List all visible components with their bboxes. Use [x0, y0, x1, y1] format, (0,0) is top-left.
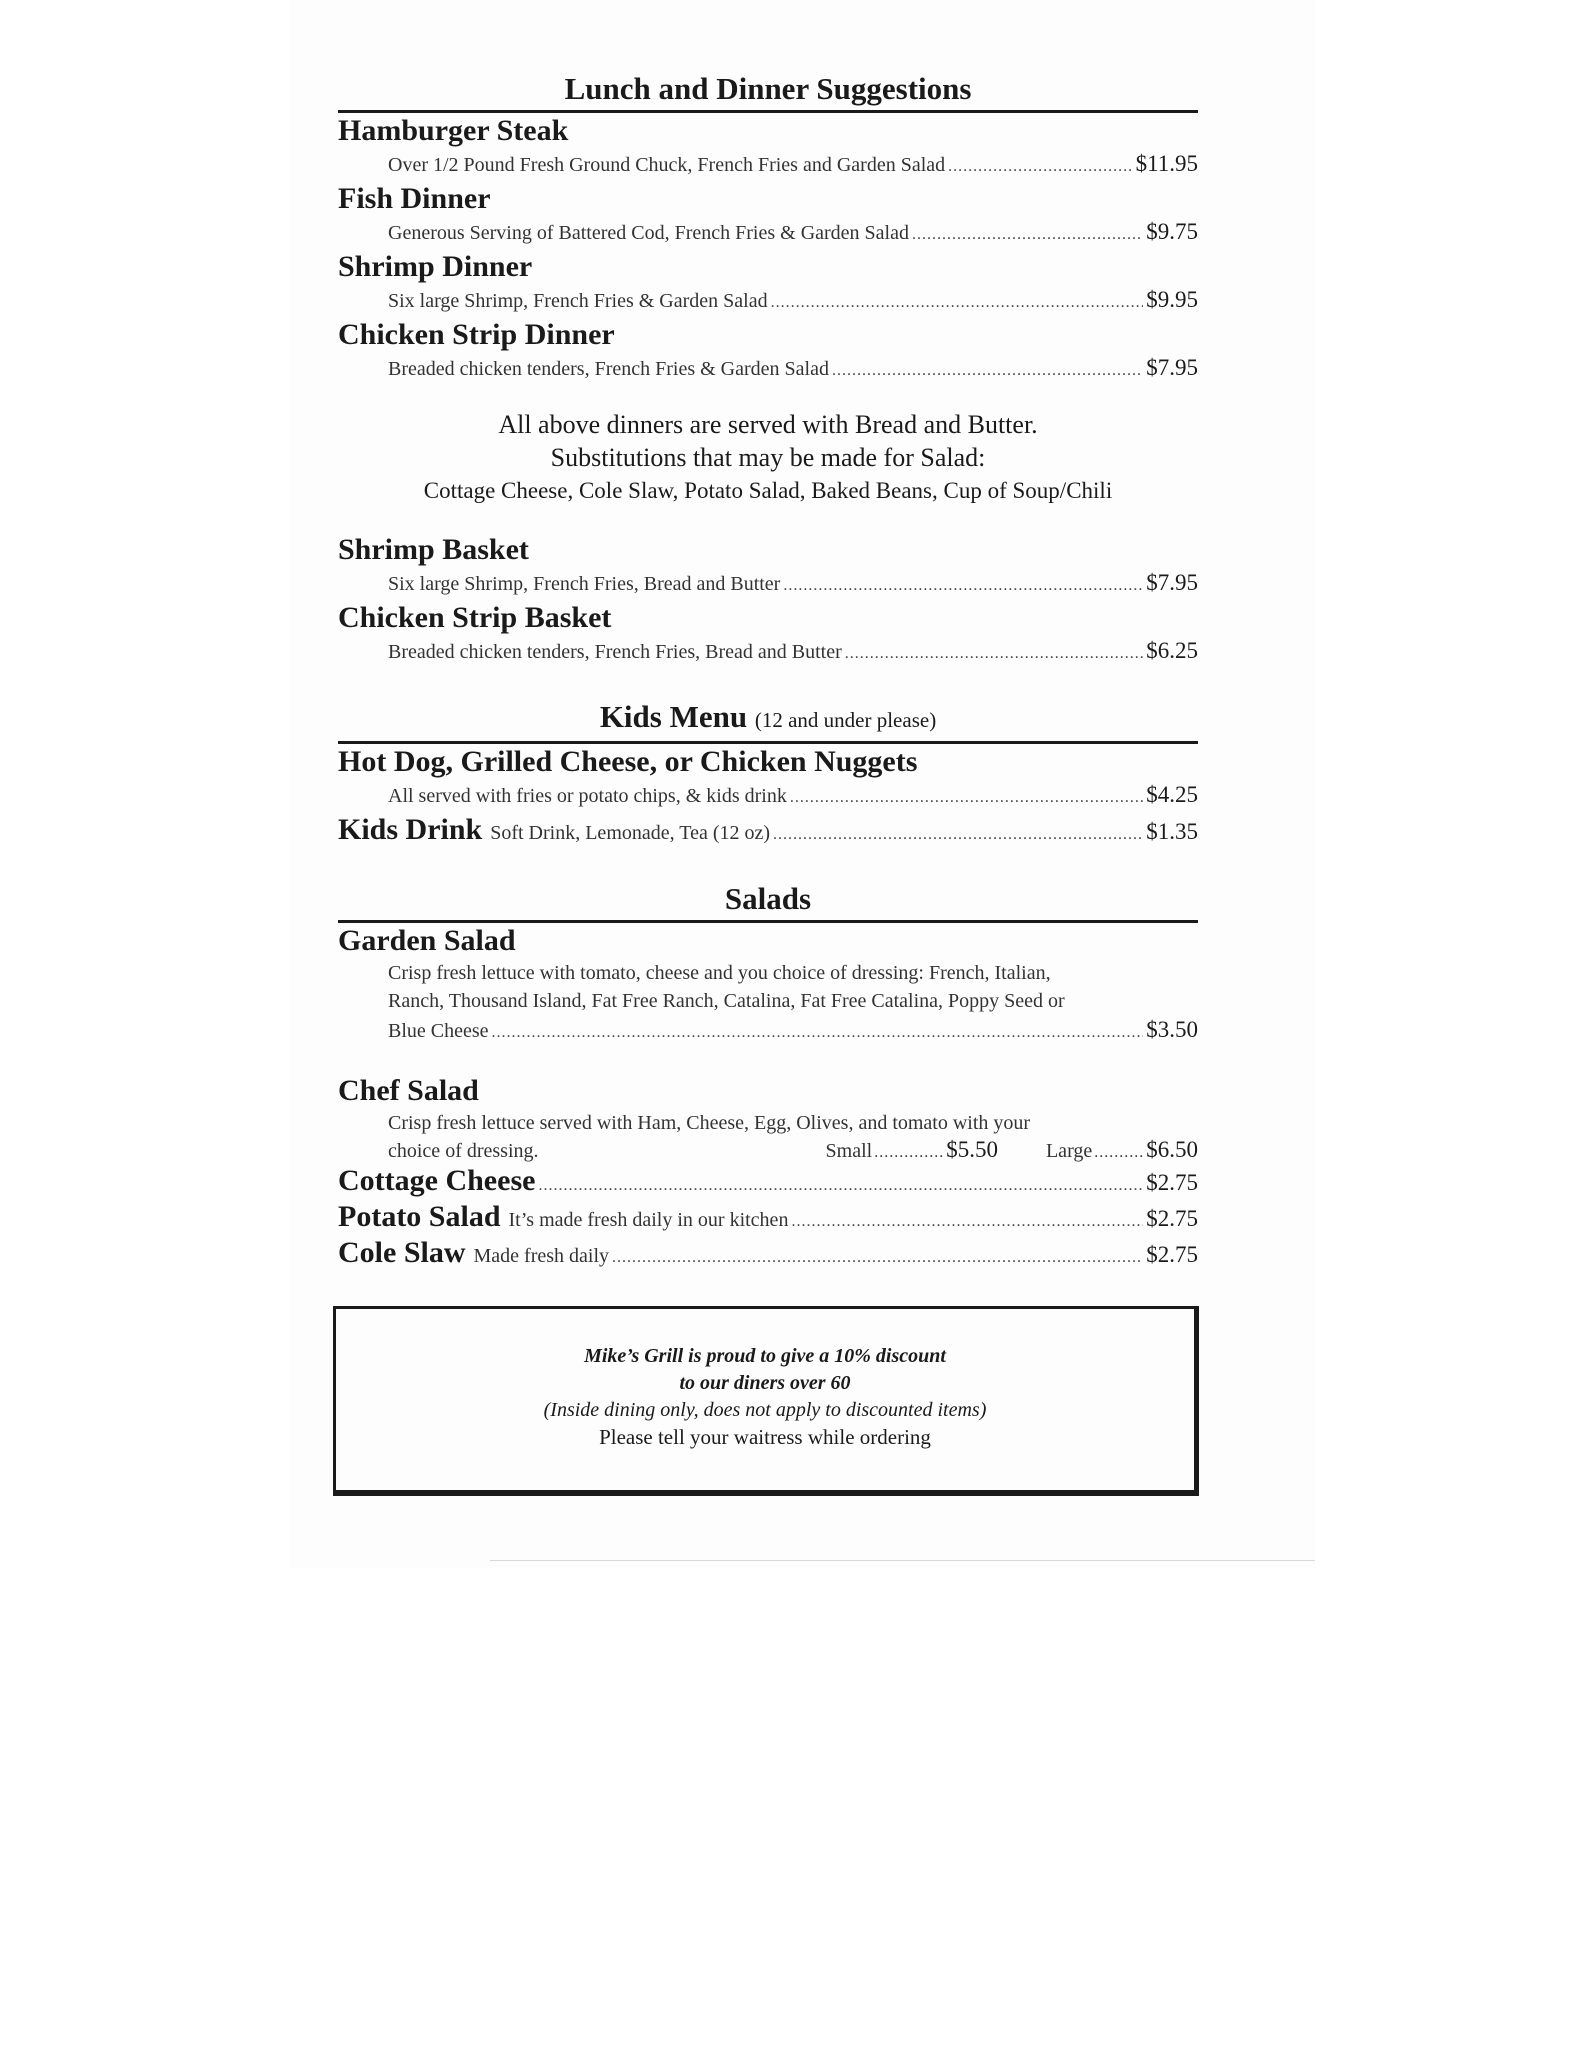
cole-slaw-row	[338, 1235, 1198, 1271]
salads-title: Salads	[338, 880, 1198, 923]
item-name: Shrimp Dinner	[338, 250, 533, 283]
substitutions-heading: Substitutions that may be made for Salad:	[550, 443, 986, 472]
item-name: Chicken Strip Basket	[338, 601, 612, 634]
item-desc: Breaded chicken tenders, French Fries & Garden Salad	[388, 358, 829, 380]
discount-line: to our diners over 60	[679, 1372, 851, 1394]
dot-leader	[912, 220, 1143, 249]
menu-item	[338, 317, 1198, 385]
item-name: Fish Dinner	[338, 182, 491, 215]
chef-small-price: $5.50	[946, 1137, 998, 1162]
dot-leader	[538, 1177, 1143, 1195]
garden-salad-price: $3.50	[1146, 1017, 1198, 1042]
bread-butter-note: All above dinners are served with Bread and Butter.	[498, 410, 1038, 439]
item-price: $9.95	[1146, 287, 1198, 312]
potato-salad-name: Potato Salad	[338, 1200, 501, 1233]
substitutions-list: Cottage Cheese, Cole Slaw, Potato Salad, Baked Beans, Cup of Soup/Chili	[423, 478, 1113, 503]
dot-leader	[1094, 1144, 1144, 1162]
garden-desc-line: Blue Cheese	[388, 1020, 489, 1042]
discount-condition: (Inside dining only, does not apply to discounted items)	[543, 1399, 987, 1421]
dot-leader	[832, 356, 1143, 385]
item-price: $7.95	[1146, 570, 1198, 595]
dinner-notes	[338, 408, 1198, 507]
item-price: $9.75	[1146, 219, 1198, 244]
dot-leader	[492, 1018, 1144, 1047]
potato-salad-desc: It’s made fresh daily in our kitchen	[508, 1209, 789, 1231]
kids-title: Kids Menu	[599, 699, 748, 734]
dot-leader	[874, 1144, 944, 1162]
lunch-dinner-title: Lunch and Dinner Suggestions	[338, 70, 1198, 113]
dot-leader	[771, 288, 1144, 317]
kids-drink-price: $1.35	[1146, 819, 1198, 844]
kids-combo-price: $4.25	[1146, 782, 1198, 807]
item-price: $6.25	[1146, 638, 1198, 663]
chef-desc-line: choice of dressing.	[388, 1140, 539, 1162]
cole-slaw-name: Cole Slaw	[338, 1236, 466, 1269]
chef-desc-line: Crisp fresh lettuce served with Ham, Cheese, Egg, Olives, and tomato with your	[388, 1112, 1031, 1134]
item-price: $7.95	[1146, 355, 1198, 380]
menu-item	[338, 249, 1198, 317]
menu-item	[338, 532, 1198, 600]
lunch-dinner-section	[338, 70, 1198, 385]
garden-salad-desc	[338, 959, 1198, 1015]
large-label: Large	[1045, 1140, 1093, 1162]
item-desc-row	[338, 353, 1198, 385]
dot-leader	[791, 1213, 1143, 1231]
kids-section	[338, 698, 1198, 848]
kids-drink-row	[338, 812, 1198, 848]
kids-drink-desc: Soft Drink, Lemonade, Tea (12 oz)	[490, 822, 771, 844]
item-desc: Six large Shrimp, French Fries & Garden Salad	[388, 290, 768, 312]
cole-slaw-price: $2.75	[1146, 1242, 1198, 1267]
kids-drink-name: Kids Drink	[338, 813, 483, 846]
menu-item	[338, 181, 1198, 249]
chef-large-price: $6.50	[1146, 1137, 1198, 1162]
item-desc: Breaded chicken tenders, French Fries, Bread and Butter	[388, 641, 842, 663]
item-desc: Over 1/2 Pound Fresh Ground Chuck, French Fries and Garden Salad	[388, 154, 946, 176]
chef-size-row	[338, 1137, 1198, 1163]
salads-section	[338, 880, 1198, 1271]
kids-age-note: (12 and under please)	[754, 708, 937, 732]
chef-salad-name: Chef Salad	[338, 1074, 479, 1107]
potato-salad-price: $2.75	[1146, 1206, 1198, 1231]
small-label: Small	[825, 1140, 873, 1162]
dot-leader	[773, 826, 1143, 844]
senior-discount-box	[333, 1306, 1199, 1496]
dot-leader	[948, 152, 1132, 181]
item-price: $11.95	[1135, 151, 1198, 176]
cottage-cheese-row	[338, 1163, 1198, 1199]
cottage-cheese-price: $2.75	[1146, 1170, 1198, 1195]
item-desc: Generous Serving of Battered Cod, French Fries & Garden Salad	[388, 222, 909, 244]
item-desc: Six large Shrimp, French Fries, Bread and Butter	[388, 573, 781, 595]
kids-title-row	[338, 698, 1198, 744]
garden-price-row	[338, 1015, 1198, 1047]
cottage-cheese-name: Cottage Cheese	[338, 1164, 536, 1197]
item-desc-row	[338, 636, 1198, 668]
item-desc-row	[338, 285, 1198, 317]
item-name: Shrimp Basket	[338, 533, 529, 566]
dot-leader	[783, 571, 1143, 600]
garden-desc-line: Ranch, Thousand Island, Fat Free Ranch, Catalina, Fat Free Catalina, Poppy Seed or	[388, 990, 1065, 1012]
dot-leader	[612, 1249, 1143, 1267]
garden-salad-name: Garden Salad	[338, 924, 516, 957]
kids-combo-desc-row	[338, 780, 1198, 812]
discount-instruction: Please tell your waitress while ordering	[599, 1425, 931, 1449]
item-name: Hamburger Steak	[338, 114, 569, 147]
dot-leader	[790, 783, 1143, 812]
potato-salad-row	[338, 1199, 1198, 1235]
discount-line: Mike’s Grill is proud to give a 10% discount	[584, 1345, 946, 1367]
menu-item	[338, 600, 1198, 668]
garden-desc-line: Crisp fresh lettuce with tomato, cheese and you choice of dressing: French, Italian,	[388, 962, 1051, 984]
kids-combo-name: Hot Dog, Grilled Cheese, or Chicken Nuggets	[338, 745, 918, 778]
kids-combo-desc: All served with fries or potato chips, & kids drink	[388, 785, 787, 807]
item-desc-row	[338, 568, 1198, 600]
page-edge-line	[490, 1560, 1315, 1561]
baskets-section	[338, 532, 1198, 668]
chef-salad-desc	[338, 1109, 1198, 1137]
cole-slaw-desc: Made fresh daily	[473, 1245, 610, 1267]
dot-leader	[845, 639, 1144, 668]
menu-item	[338, 113, 1198, 181]
item-desc-row	[338, 217, 1198, 249]
item-desc-row	[338, 149, 1198, 181]
item-name: Chicken Strip Dinner	[338, 318, 615, 351]
